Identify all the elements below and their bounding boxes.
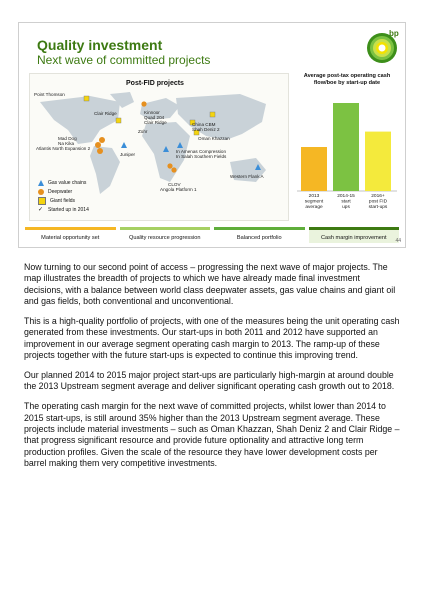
- giant-field-marker: [210, 112, 215, 117]
- slide-subtitle: Next wave of committed projects: [37, 53, 211, 67]
- deepwater-marker: [171, 167, 176, 172]
- map-label-mad-dog: Mad Dog: [58, 136, 77, 141]
- slide-title: Quality investment: [37, 37, 163, 53]
- chart-category-label: 2014-15 start ups: [337, 194, 355, 210]
- deepwater-marker: [167, 163, 172, 168]
- paragraph: This is a high-quality portfolio of projects, with one of the measures being the unit operating cash generated from these investments. Our start-ups in both 2011 and 2012 have supported an improvement in our average segment operating cash margin to 2013. The ramp-up of these projects together with the future start-ups is expected to continue this improving trend.: [24, 315, 400, 360]
- map-label-western-flank: Western Flank A: [230, 174, 264, 179]
- deepwater-marker: [97, 148, 103, 154]
- map-label-in-amenas: In Amenas Compression: [176, 149, 227, 154]
- strip-item-material: [25, 227, 116, 243]
- square-icon: [38, 197, 46, 205]
- paragraph: The operating cash margin for the next wave of committed projects, whilst lower than 2014 to 2015 start-ups, is still around 35% higher than the 2013 Upstream segment average. These projects include material investments – such as Oman Khazzan, Shah Deniz 2 and Clair Ridge – that progress significant resource and provide future optionality and attractive long term production profiles. Given the scale of the resource they have lower development costs per barrel making them very competitive investments.: [24, 401, 400, 468]
- giant-field-marker: [116, 118, 121, 123]
- chart-plot: [295, 73, 399, 221]
- legend-label: Giant fields: [50, 197, 76, 204]
- map-label-angola-platform: Angola Platform 1: [160, 187, 197, 192]
- map-title: Post-FID projects: [126, 80, 184, 87]
- legend-item-deepwater: [38, 187, 89, 196]
- strip-item-balanced: [214, 227, 305, 243]
- map-label-clair-ridge-2: Clair Ridge: [144, 120, 167, 125]
- map-label-shah-deniz: Shah Deniz 2: [192, 127, 220, 132]
- legend-label: Started up in 2014: [48, 206, 89, 213]
- asia-shape: [176, 94, 266, 140]
- giant-field-marker: [84, 96, 89, 101]
- chart-bar: [333, 103, 359, 191]
- strip-label: Material opportunity set: [41, 234, 100, 241]
- bp-logo-text: bp: [389, 29, 399, 38]
- map-label-kinnoor: Kinnoor: [144, 110, 160, 115]
- project-map: [29, 73, 289, 221]
- map-label-clair-ridge: Clair Ridge: [94, 111, 117, 116]
- map-label-zohr: Zohr: [138, 129, 148, 134]
- chart-category-label: 2013 segment average: [304, 194, 324, 210]
- strip-item-quality: [120, 227, 211, 243]
- legend-item-started: [38, 205, 89, 214]
- page-number: 44: [395, 238, 401, 244]
- map-label-clov: CLOV: [168, 182, 181, 187]
- legend-item-giant: [38, 196, 89, 205]
- south-america-shape: [90, 146, 120, 194]
- map-label-oman-khazzan: Oman Khazzan: [198, 136, 230, 141]
- map-legend: [38, 178, 89, 214]
- chart-category-label: 2016+ post FID start-ups: [368, 194, 388, 210]
- paragraph: Our planned 2014 to 2015 major project start-ups are particularly high-margin at around double the 2013 Upstream segment average and deliver significant operating cash growth out to 2018.: [24, 369, 395, 392]
- strip-label: Balanced portfolio: [236, 234, 282, 241]
- slide: [18, 22, 406, 248]
- legend-label: Gas value chains: [48, 179, 87, 186]
- circle-icon: [38, 189, 44, 195]
- gas-value-chain-marker: [121, 142, 127, 148]
- map-label-juniper: Juniper: [120, 152, 136, 157]
- triangle-icon: [38, 180, 44, 186]
- map-label-quad-204: Quad 204: [144, 115, 165, 120]
- chart-title: Average post-tax operating cash flow/boe by start-up date: [303, 73, 391, 86]
- cash-flow-chart: [295, 73, 399, 221]
- paragraph: Now turning to our second point of access – progressing the next wave of major projects. The map illustrates the breadth of projects to which we have already made final investment decisions, with a balance between world class deepwater assets, gas value chains and giant oil and gas fields, both conventional and unconventional.: [24, 262, 396, 306]
- strip-label: Quality resource progression: [128, 234, 201, 241]
- strategy-strip: [25, 227, 399, 243]
- map-label-atlantis: Atlantis North Expansion 2: [36, 146, 91, 151]
- strip-label: Cash margin improvement: [320, 234, 387, 241]
- legend-item-gas: [38, 178, 89, 187]
- chart-bar: [365, 132, 391, 191]
- map-label-point-thomson: Point Thomson: [34, 92, 65, 97]
- deepwater-marker: [141, 101, 146, 106]
- deepwater-marker: [95, 142, 101, 148]
- strip-item-cash: [309, 227, 400, 243]
- body-text: [24, 262, 400, 478]
- map-label-china-cbm: China CBM: [192, 122, 216, 127]
- chart-bar: [301, 147, 327, 191]
- map-label-na-kika: Na Kika: [58, 141, 75, 146]
- legend-label: Deepwater: [48, 188, 73, 195]
- checkmark-icon: ✓: [38, 206, 44, 213]
- map-label-in-salah: In Salah Southern Fields: [176, 154, 227, 159]
- deepwater-marker: [99, 137, 105, 143]
- north-america-shape: [40, 96, 120, 144]
